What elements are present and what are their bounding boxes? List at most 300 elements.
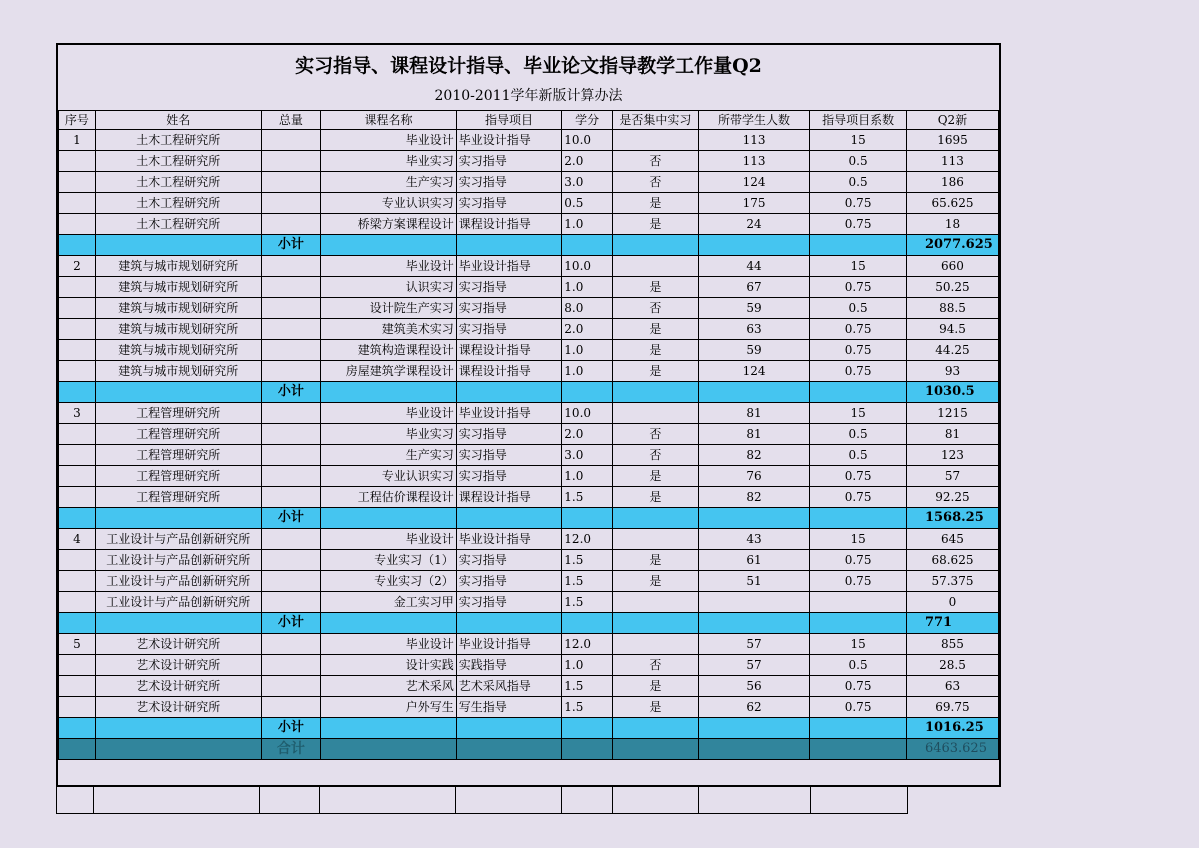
empty-cell[interactable] bbox=[698, 718, 809, 739]
empty-cell[interactable] bbox=[698, 739, 809, 760]
credit-cell[interactable]: 12.0 bbox=[562, 529, 613, 550]
empty-cell[interactable] bbox=[456, 739, 562, 760]
guidance-cell[interactable]: 实习指导 bbox=[456, 277, 562, 298]
empty-cell[interactable] bbox=[456, 718, 562, 739]
name-cell[interactable]: 土木工程研究所 bbox=[95, 130, 261, 151]
empty-cell[interactable] bbox=[612, 739, 698, 760]
students-cell[interactable] bbox=[698, 592, 809, 613]
column-header[interactable]: 所带学生人数 bbox=[698, 111, 809, 130]
guidance-cell[interactable]: 艺术采风指导 bbox=[456, 676, 562, 697]
concentrated-cell[interactable]: 否 bbox=[612, 298, 698, 319]
empty-cell[interactable] bbox=[562, 508, 613, 529]
seq-cell[interactable] bbox=[59, 298, 96, 319]
column-header[interactable]: Q2新 bbox=[906, 111, 998, 130]
concentrated-cell[interactable]: 是 bbox=[612, 193, 698, 214]
empty-cell[interactable] bbox=[562, 718, 613, 739]
coefficient-cell[interactable]: 0.75 bbox=[810, 340, 907, 361]
guidance-cell[interactable]: 写生指导 bbox=[456, 697, 562, 718]
credit-cell[interactable]: 10.0 bbox=[562, 403, 613, 424]
empty-cell[interactable] bbox=[562, 613, 613, 634]
course-cell[interactable]: 建筑构造课程设计 bbox=[321, 340, 457, 361]
course-cell[interactable]: 毕业设计 bbox=[321, 130, 457, 151]
students-cell[interactable]: 57 bbox=[698, 634, 809, 655]
guidance-cell[interactable]: 实习指导 bbox=[456, 424, 562, 445]
concentrated-cell[interactable]: 是 bbox=[612, 550, 698, 571]
empty-cell[interactable] bbox=[95, 235, 261, 256]
total-cell[interactable] bbox=[261, 403, 321, 424]
q2-cell[interactable]: 1215 bbox=[906, 403, 998, 424]
seq-cell[interactable] bbox=[59, 676, 96, 697]
guidance-cell[interactable]: 课程设计指导 bbox=[456, 340, 562, 361]
course-cell[interactable]: 建筑美术实习 bbox=[321, 319, 457, 340]
guidance-cell[interactable]: 课程设计指导 bbox=[456, 214, 562, 235]
empty-cell[interactable] bbox=[95, 739, 261, 760]
subtotal-value[interactable]: 2077.625 bbox=[906, 235, 998, 256]
empty-cell[interactable] bbox=[321, 382, 457, 403]
empty-cell[interactable] bbox=[811, 787, 908, 814]
students-cell[interactable]: 124 bbox=[698, 172, 809, 193]
q2-cell[interactable]: 69.75 bbox=[906, 697, 998, 718]
q2-cell[interactable]: 0 bbox=[906, 592, 998, 613]
coefficient-cell[interactable]: 0.75 bbox=[810, 550, 907, 571]
q2-cell[interactable]: 18 bbox=[906, 214, 998, 235]
guidance-cell[interactable]: 实习指导 bbox=[456, 592, 562, 613]
name-cell[interactable]: 工程管理研究所 bbox=[95, 445, 261, 466]
name-cell[interactable]: 艺术设计研究所 bbox=[95, 676, 261, 697]
seq-cell[interactable] bbox=[59, 319, 96, 340]
coefficient-cell[interactable]: 15 bbox=[810, 256, 907, 277]
name-cell[interactable]: 工业设计与产品创新研究所 bbox=[95, 571, 261, 592]
coefficient-cell[interactable]: 0.75 bbox=[810, 487, 907, 508]
q2-cell[interactable]: 94.5 bbox=[906, 319, 998, 340]
coefficient-cell[interactable]: 15 bbox=[810, 403, 907, 424]
name-cell[interactable]: 建筑与城市规划研究所 bbox=[95, 298, 261, 319]
total-cell[interactable] bbox=[261, 361, 321, 382]
students-cell[interactable]: 113 bbox=[698, 130, 809, 151]
guidance-cell[interactable]: 实践指导 bbox=[456, 655, 562, 676]
coefficient-cell[interactable]: 15 bbox=[810, 634, 907, 655]
guidance-cell[interactable]: 实习指导 bbox=[456, 298, 562, 319]
subtotal-value[interactable]: 1016.25 bbox=[906, 718, 998, 739]
name-cell[interactable]: 土木工程研究所 bbox=[95, 172, 261, 193]
course-cell[interactable]: 毕业设计 bbox=[321, 529, 457, 550]
concentrated-cell[interactable]: 是 bbox=[612, 277, 698, 298]
coefficient-cell[interactable]: 0.5 bbox=[810, 424, 907, 445]
students-cell[interactable]: 61 bbox=[698, 550, 809, 571]
q2-cell[interactable]: 113 bbox=[906, 151, 998, 172]
credit-cell[interactable]: 1.0 bbox=[562, 655, 613, 676]
credit-cell[interactable]: 1.0 bbox=[562, 214, 613, 235]
course-cell[interactable]: 专业认识实习 bbox=[321, 466, 457, 487]
course-cell[interactable]: 设计实践 bbox=[321, 655, 457, 676]
students-cell[interactable]: 113 bbox=[698, 151, 809, 172]
course-cell[interactable]: 生产实习 bbox=[321, 445, 457, 466]
coefficient-cell[interactable]: 15 bbox=[810, 529, 907, 550]
empty-cell[interactable] bbox=[57, 787, 94, 814]
subtotal-label[interactable]: 小计 bbox=[261, 508, 321, 529]
guidance-cell[interactable]: 实习指导 bbox=[456, 319, 562, 340]
course-cell[interactable]: 金工实习甲 bbox=[321, 592, 457, 613]
concentrated-cell[interactable]: 是 bbox=[612, 487, 698, 508]
concentrated-cell[interactable]: 否 bbox=[612, 424, 698, 445]
seq-cell[interactable] bbox=[59, 466, 96, 487]
q2-cell[interactable]: 92.25 bbox=[906, 487, 998, 508]
q2-cell[interactable]: 81 bbox=[906, 424, 998, 445]
students-cell[interactable]: 81 bbox=[698, 403, 809, 424]
subtotal-label[interactable]: 小计 bbox=[261, 718, 321, 739]
total-cell[interactable] bbox=[261, 256, 321, 277]
q2-cell[interactable]: 50.25 bbox=[906, 277, 998, 298]
q2-cell[interactable]: 57.375 bbox=[906, 571, 998, 592]
guidance-cell[interactable]: 毕业设计指导 bbox=[456, 529, 562, 550]
credit-cell[interactable]: 2.0 bbox=[562, 151, 613, 172]
seq-cell[interactable]: 3 bbox=[59, 403, 96, 424]
total-cell[interactable] bbox=[261, 319, 321, 340]
empty-cell[interactable] bbox=[320, 787, 456, 814]
q2-cell[interactable]: 63 bbox=[906, 676, 998, 697]
column-header[interactable]: 课程名称 bbox=[321, 111, 457, 130]
total-cell[interactable] bbox=[261, 340, 321, 361]
seq-cell[interactable]: 4 bbox=[59, 529, 96, 550]
name-cell[interactable]: 工业设计与产品创新研究所 bbox=[95, 592, 261, 613]
seq-cell[interactable] bbox=[59, 340, 96, 361]
grand-total-value[interactable]: 6463.625 bbox=[906, 739, 998, 760]
course-cell[interactable]: 艺术采风 bbox=[321, 676, 457, 697]
guidance-cell[interactable]: 课程设计指导 bbox=[456, 361, 562, 382]
name-cell[interactable]: 建筑与城市规划研究所 bbox=[95, 361, 261, 382]
credit-cell[interactable]: 0.5 bbox=[562, 193, 613, 214]
seq-cell[interactable] bbox=[59, 445, 96, 466]
total-cell[interactable] bbox=[261, 445, 321, 466]
credit-cell[interactable]: 1.5 bbox=[562, 592, 613, 613]
q2-cell[interactable]: 68.625 bbox=[906, 550, 998, 571]
guidance-cell[interactable]: 毕业设计指导 bbox=[456, 130, 562, 151]
name-cell[interactable]: 土木工程研究所 bbox=[95, 151, 261, 172]
students-cell[interactable]: 51 bbox=[698, 571, 809, 592]
empty-cell[interactable] bbox=[456, 787, 562, 814]
grand-total-label[interactable]: 合计 bbox=[261, 739, 321, 760]
name-cell[interactable]: 艺术设计研究所 bbox=[95, 655, 261, 676]
course-cell[interactable]: 毕业实习 bbox=[321, 151, 457, 172]
seq-cell[interactable] bbox=[59, 193, 96, 214]
coefficient-cell[interactable] bbox=[810, 592, 907, 613]
credit-cell[interactable]: 10.0 bbox=[562, 256, 613, 277]
students-cell[interactable]: 67 bbox=[698, 277, 809, 298]
empty-cell[interactable] bbox=[59, 508, 96, 529]
empty-cell[interactable] bbox=[59, 382, 96, 403]
students-cell[interactable]: 57 bbox=[698, 655, 809, 676]
total-cell[interactable] bbox=[261, 487, 321, 508]
empty-cell[interactable] bbox=[456, 613, 562, 634]
credit-cell[interactable]: 1.5 bbox=[562, 571, 613, 592]
concentrated-cell[interactable] bbox=[612, 529, 698, 550]
q2-cell[interactable]: 65.625 bbox=[906, 193, 998, 214]
students-cell[interactable]: 76 bbox=[698, 466, 809, 487]
students-cell[interactable]: 44 bbox=[698, 256, 809, 277]
q2-cell[interactable]: 645 bbox=[906, 529, 998, 550]
students-cell[interactable]: 62 bbox=[698, 697, 809, 718]
seq-cell[interactable]: 1 bbox=[59, 130, 96, 151]
total-cell[interactable] bbox=[261, 529, 321, 550]
total-cell[interactable] bbox=[261, 298, 321, 319]
concentrated-cell[interactable] bbox=[612, 634, 698, 655]
credit-cell[interactable]: 2.0 bbox=[562, 319, 613, 340]
course-cell[interactable]: 毕业实习 bbox=[321, 424, 457, 445]
concentrated-cell[interactable] bbox=[612, 592, 698, 613]
name-cell[interactable]: 建筑与城市规划研究所 bbox=[95, 319, 261, 340]
total-cell[interactable] bbox=[261, 550, 321, 571]
students-cell[interactable]: 59 bbox=[698, 298, 809, 319]
empty-cell[interactable] bbox=[612, 613, 698, 634]
credit-cell[interactable]: 1.0 bbox=[562, 340, 613, 361]
q2-cell[interactable]: 28.5 bbox=[906, 655, 998, 676]
course-cell[interactable]: 专业实习（1） bbox=[321, 550, 457, 571]
empty-cell[interactable] bbox=[810, 613, 907, 634]
subtotal-label[interactable]: 小计 bbox=[261, 382, 321, 403]
coefficient-cell[interactable]: 15 bbox=[810, 130, 907, 151]
course-cell[interactable]: 专业实习（2） bbox=[321, 571, 457, 592]
empty-cell[interactable] bbox=[94, 787, 260, 814]
column-header[interactable]: 是否集中实习 bbox=[612, 111, 698, 130]
empty-cell[interactable] bbox=[810, 739, 907, 760]
course-cell[interactable]: 户外写生 bbox=[321, 697, 457, 718]
students-cell[interactable]: 43 bbox=[698, 529, 809, 550]
column-header[interactable]: 序号 bbox=[59, 111, 96, 130]
seq-cell[interactable]: 2 bbox=[59, 256, 96, 277]
total-cell[interactable] bbox=[261, 466, 321, 487]
subtotal-value[interactable]: 1030.5 bbox=[906, 382, 998, 403]
column-header[interactable]: 学分 bbox=[562, 111, 613, 130]
students-cell[interactable]: 59 bbox=[698, 340, 809, 361]
seq-cell[interactable] bbox=[59, 277, 96, 298]
guidance-cell[interactable]: 实习指导 bbox=[456, 571, 562, 592]
q2-cell[interactable]: 1695 bbox=[906, 130, 998, 151]
empty-cell[interactable] bbox=[321, 235, 457, 256]
guidance-cell[interactable]: 毕业设计指导 bbox=[456, 403, 562, 424]
empty-cell[interactable] bbox=[95, 508, 261, 529]
q2-cell[interactable]: 93 bbox=[906, 361, 998, 382]
empty-cell[interactable] bbox=[456, 382, 562, 403]
concentrated-cell[interactable]: 否 bbox=[612, 151, 698, 172]
guidance-cell[interactable]: 实习指导 bbox=[456, 151, 562, 172]
seq-cell[interactable] bbox=[59, 424, 96, 445]
credit-cell[interactable]: 1.5 bbox=[562, 697, 613, 718]
name-cell[interactable]: 工程管理研究所 bbox=[95, 424, 261, 445]
empty-cell[interactable] bbox=[698, 382, 809, 403]
empty-cell[interactable] bbox=[562, 235, 613, 256]
guidance-cell[interactable]: 实习指导 bbox=[456, 445, 562, 466]
coefficient-cell[interactable]: 0.75 bbox=[810, 319, 907, 340]
credit-cell[interactable]: 8.0 bbox=[562, 298, 613, 319]
empty-cell[interactable] bbox=[321, 739, 457, 760]
name-cell[interactable]: 艺术设计研究所 bbox=[95, 697, 261, 718]
empty-cell[interactable] bbox=[810, 382, 907, 403]
empty-cell[interactable] bbox=[562, 787, 613, 814]
concentrated-cell[interactable]: 是 bbox=[612, 214, 698, 235]
name-cell[interactable]: 建筑与城市规划研究所 bbox=[95, 256, 261, 277]
coefficient-cell[interactable]: 0.75 bbox=[810, 571, 907, 592]
empty-cell[interactable] bbox=[562, 739, 613, 760]
empty-cell[interactable] bbox=[562, 382, 613, 403]
total-cell[interactable] bbox=[261, 571, 321, 592]
course-cell[interactable]: 房屋建筑学课程设计 bbox=[321, 361, 457, 382]
total-cell[interactable] bbox=[261, 676, 321, 697]
concentrated-cell[interactable]: 是 bbox=[612, 361, 698, 382]
empty-cell[interactable] bbox=[612, 508, 698, 529]
q2-cell[interactable]: 88.5 bbox=[906, 298, 998, 319]
empty-cell[interactable] bbox=[613, 787, 699, 814]
total-cell[interactable] bbox=[261, 277, 321, 298]
guidance-cell[interactable]: 实习指导 bbox=[456, 466, 562, 487]
students-cell[interactable]: 24 bbox=[698, 214, 809, 235]
coefficient-cell[interactable]: 0.75 bbox=[810, 214, 907, 235]
concentrated-cell[interactable]: 是 bbox=[612, 319, 698, 340]
column-header[interactable]: 姓名 bbox=[95, 111, 261, 130]
total-cell[interactable] bbox=[261, 424, 321, 445]
empty-cell[interactable] bbox=[810, 718, 907, 739]
total-cell[interactable] bbox=[261, 634, 321, 655]
credit-cell[interactable]: 1.5 bbox=[562, 676, 613, 697]
empty-cell[interactable] bbox=[698, 235, 809, 256]
empty-cell[interactable] bbox=[699, 787, 811, 814]
column-header[interactable]: 指导项目系数 bbox=[810, 111, 907, 130]
empty-cell[interactable] bbox=[456, 235, 562, 256]
coefficient-cell[interactable]: 0.5 bbox=[810, 655, 907, 676]
students-cell[interactable]: 82 bbox=[698, 487, 809, 508]
q2-cell[interactable]: 57 bbox=[906, 466, 998, 487]
total-cell[interactable] bbox=[261, 130, 321, 151]
course-cell[interactable]: 毕业设计 bbox=[321, 403, 457, 424]
empty-cell[interactable] bbox=[95, 718, 261, 739]
concentrated-cell[interactable] bbox=[612, 256, 698, 277]
concentrated-cell[interactable]: 否 bbox=[612, 445, 698, 466]
name-cell[interactable]: 工业设计与产品创新研究所 bbox=[95, 529, 261, 550]
guidance-cell[interactable]: 实习指导 bbox=[456, 550, 562, 571]
seq-cell[interactable] bbox=[59, 655, 96, 676]
students-cell[interactable]: 81 bbox=[698, 424, 809, 445]
empty-cell[interactable] bbox=[456, 508, 562, 529]
coefficient-cell[interactable]: 0.75 bbox=[810, 676, 907, 697]
coefficient-cell[interactable]: 0.75 bbox=[810, 466, 907, 487]
subtotal-label[interactable]: 小计 bbox=[261, 235, 321, 256]
concentrated-cell[interactable]: 是 bbox=[612, 676, 698, 697]
guidance-cell[interactable]: 毕业设计指导 bbox=[456, 634, 562, 655]
credit-cell[interactable]: 1.5 bbox=[562, 550, 613, 571]
empty-cell[interactable] bbox=[95, 382, 261, 403]
guidance-cell[interactable]: 实习指导 bbox=[456, 172, 562, 193]
total-cell[interactable] bbox=[261, 193, 321, 214]
concentrated-cell[interactable]: 是 bbox=[612, 571, 698, 592]
empty-cell[interactable] bbox=[612, 382, 698, 403]
empty-cell[interactable] bbox=[59, 235, 96, 256]
seq-cell[interactable] bbox=[59, 361, 96, 382]
students-cell[interactable]: 82 bbox=[698, 445, 809, 466]
coefficient-cell[interactable]: 0.75 bbox=[810, 697, 907, 718]
empty-cell[interactable] bbox=[321, 508, 457, 529]
name-cell[interactable]: 土木工程研究所 bbox=[95, 193, 261, 214]
seq-cell[interactable] bbox=[59, 214, 96, 235]
seq-cell[interactable] bbox=[59, 571, 96, 592]
guidance-cell[interactable]: 实习指导 bbox=[456, 193, 562, 214]
credit-cell[interactable]: 3.0 bbox=[562, 445, 613, 466]
concentrated-cell[interactable]: 是 bbox=[612, 466, 698, 487]
students-cell[interactable]: 56 bbox=[698, 676, 809, 697]
coefficient-cell[interactable]: 0.5 bbox=[810, 172, 907, 193]
empty-cell[interactable] bbox=[321, 613, 457, 634]
name-cell[interactable]: 工程管理研究所 bbox=[95, 487, 261, 508]
concentrated-cell[interactable]: 否 bbox=[612, 172, 698, 193]
seq-cell[interactable] bbox=[59, 697, 96, 718]
credit-cell[interactable]: 1.5 bbox=[562, 487, 613, 508]
students-cell[interactable]: 63 bbox=[698, 319, 809, 340]
coefficient-cell[interactable]: 0.75 bbox=[810, 193, 907, 214]
course-cell[interactable]: 认识实习 bbox=[321, 277, 457, 298]
q2-cell[interactable]: 123 bbox=[906, 445, 998, 466]
credit-cell[interactable]: 1.0 bbox=[562, 361, 613, 382]
subtotal-label[interactable]: 小计 bbox=[261, 613, 321, 634]
q2-cell[interactable]: 186 bbox=[906, 172, 998, 193]
credit-cell[interactable]: 1.0 bbox=[562, 466, 613, 487]
total-cell[interactable] bbox=[261, 655, 321, 676]
total-cell[interactable] bbox=[261, 151, 321, 172]
total-cell[interactable] bbox=[261, 592, 321, 613]
seq-cell[interactable] bbox=[59, 550, 96, 571]
name-cell[interactable]: 工程管理研究所 bbox=[95, 466, 261, 487]
column-header[interactable]: 总量 bbox=[261, 111, 321, 130]
empty-cell[interactable] bbox=[698, 613, 809, 634]
subtotal-value[interactable]: 1568.25 bbox=[906, 508, 998, 529]
name-cell[interactable]: 艺术设计研究所 bbox=[95, 634, 261, 655]
empty-cell[interactable] bbox=[59, 739, 96, 760]
empty-cell[interactable] bbox=[698, 508, 809, 529]
credit-cell[interactable]: 1.0 bbox=[562, 277, 613, 298]
credit-cell[interactable]: 3.0 bbox=[562, 172, 613, 193]
empty-cell[interactable] bbox=[260, 787, 320, 814]
course-cell[interactable]: 桥梁方案课程设计 bbox=[321, 214, 457, 235]
subtotal-value[interactable]: 771 bbox=[906, 613, 998, 634]
empty-cell[interactable] bbox=[810, 235, 907, 256]
coefficient-cell[interactable]: 0.5 bbox=[810, 298, 907, 319]
empty-cell[interactable] bbox=[59, 613, 96, 634]
seq-cell[interactable] bbox=[59, 592, 96, 613]
empty-cell[interactable] bbox=[612, 235, 698, 256]
empty-cell[interactable] bbox=[321, 718, 457, 739]
q2-cell[interactable]: 44.25 bbox=[906, 340, 998, 361]
course-cell[interactable]: 毕业设计 bbox=[321, 634, 457, 655]
seq-cell[interactable]: 5 bbox=[59, 634, 96, 655]
guidance-cell[interactable]: 毕业设计指导 bbox=[456, 256, 562, 277]
concentrated-cell[interactable] bbox=[612, 403, 698, 424]
seq-cell[interactable] bbox=[59, 151, 96, 172]
concentrated-cell[interactable]: 是 bbox=[612, 340, 698, 361]
coefficient-cell[interactable]: 0.75 bbox=[810, 361, 907, 382]
credit-cell[interactable]: 10.0 bbox=[562, 130, 613, 151]
seq-cell[interactable] bbox=[59, 172, 96, 193]
credit-cell[interactable]: 2.0 bbox=[562, 424, 613, 445]
course-cell[interactable]: 工程估价课程设计 bbox=[321, 487, 457, 508]
course-cell[interactable]: 毕业设计 bbox=[321, 256, 457, 277]
name-cell[interactable]: 建筑与城市规划研究所 bbox=[95, 340, 261, 361]
name-cell[interactable]: 工程管理研究所 bbox=[95, 403, 261, 424]
name-cell[interactable]: 工业设计与产品创新研究所 bbox=[95, 550, 261, 571]
concentrated-cell[interactable] bbox=[612, 130, 698, 151]
empty-cell[interactable] bbox=[810, 508, 907, 529]
concentrated-cell[interactable]: 是 bbox=[612, 697, 698, 718]
q2-cell[interactable]: 855 bbox=[906, 634, 998, 655]
students-cell[interactable]: 175 bbox=[698, 193, 809, 214]
seq-cell[interactable] bbox=[59, 487, 96, 508]
name-cell[interactable]: 建筑与城市规划研究所 bbox=[95, 277, 261, 298]
